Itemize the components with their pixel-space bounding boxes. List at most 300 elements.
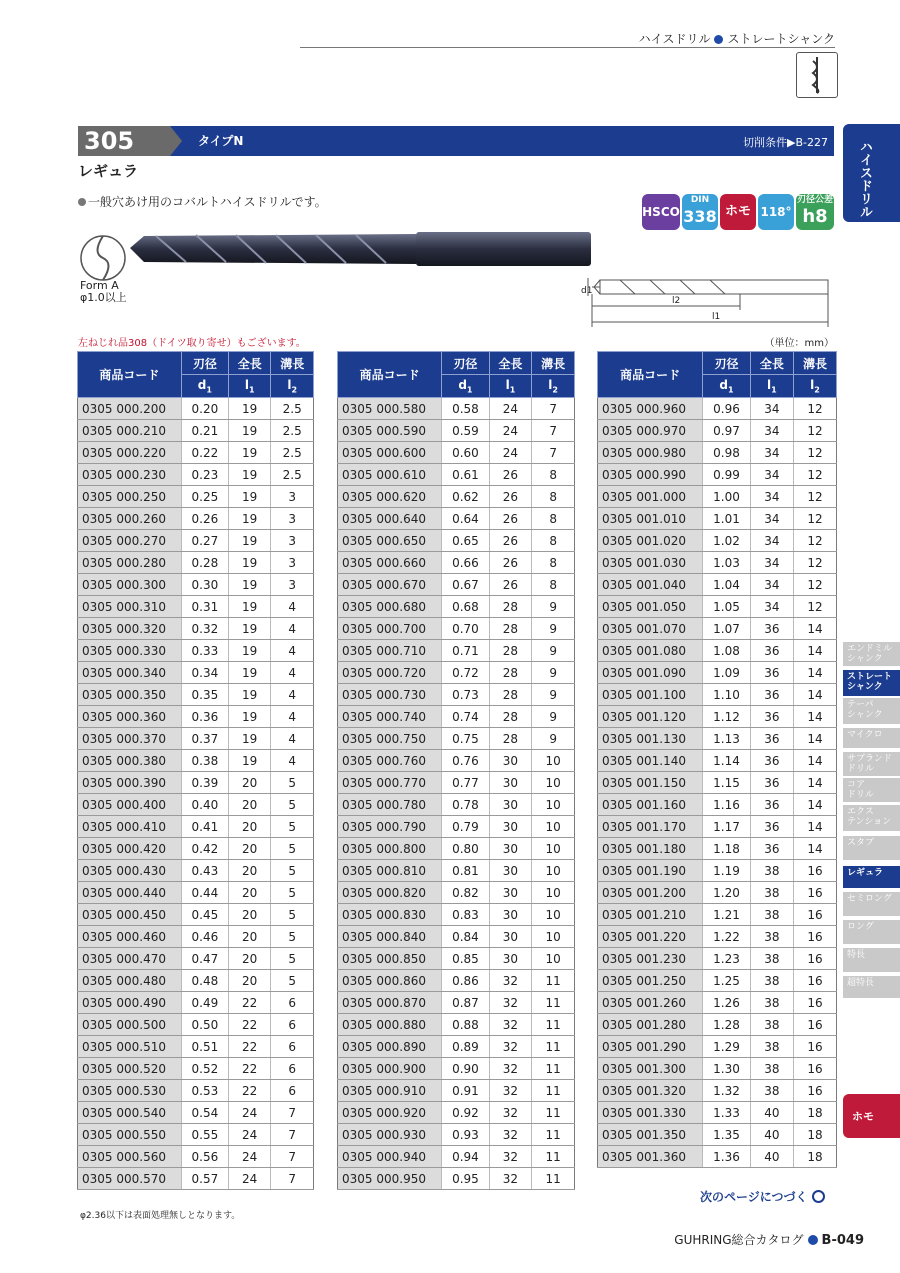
table-row [598, 816, 837, 838]
flute-length-cell: 16 [793, 970, 836, 992]
product-code-cell: 0305 000.850 [338, 948, 442, 970]
product-code-cell: 0305 000.490 [78, 992, 182, 1014]
table-row [78, 728, 314, 750]
col-code-header: 商品コード [338, 352, 442, 398]
total-length-cell: 19 [228, 618, 271, 640]
flute-length-cell: 9 [532, 706, 575, 728]
unit-label: （単位：mm） [764, 338, 834, 349]
product-code-cell: 0305 000.950 [338, 1168, 442, 1190]
flute-length-cell: 6 [271, 992, 314, 1014]
table-row [598, 926, 837, 948]
product-code-cell: 0305 001.350 [598, 1124, 703, 1146]
col-total-header: 全長 [228, 352, 271, 375]
product-code-cell: 0305 000.400 [78, 794, 182, 816]
flute-length-cell: 10 [532, 838, 575, 860]
product-code-cell: 0305 000.260 [78, 508, 182, 530]
table-row [78, 1102, 314, 1124]
table-row [78, 464, 314, 486]
table-row [338, 970, 575, 992]
diameter-cell: 0.47 [181, 948, 228, 970]
diameter-cell: 0.33 [181, 640, 228, 662]
diameter-cell: 0.53 [181, 1080, 228, 1102]
flute-length-cell: 16 [793, 948, 836, 970]
diameter-cell: 0.51 [181, 1036, 228, 1058]
table-row [598, 772, 837, 794]
continue-next-page-link[interactable] [700, 1188, 825, 1205]
diameter-cell: 0.94 [442, 1146, 489, 1168]
flute-length-cell: 11 [532, 1168, 575, 1190]
table-row [598, 398, 837, 420]
total-length-cell: 20 [228, 926, 271, 948]
flute-length-cell: 16 [793, 882, 836, 904]
flute-length-cell: 2.5 [271, 398, 314, 420]
table-row [598, 662, 837, 684]
diameter-cell: 0.55 [181, 1124, 228, 1146]
table-row [78, 838, 314, 860]
total-length-cell: 36 [750, 838, 793, 860]
table-row [598, 882, 837, 904]
product-code-cell: 0305 000.680 [338, 596, 442, 618]
product-code-cell: 0305 001.010 [598, 508, 703, 530]
flute-length-cell: 5 [271, 904, 314, 926]
table-row [598, 970, 837, 992]
col-dia-header: 刃径 [703, 352, 751, 375]
product-code-cell: 0305 001.360 [598, 1146, 703, 1168]
product-code-cell: 0305 000.770 [338, 772, 442, 794]
total-length-cell: 30 [489, 838, 532, 860]
total-length-cell: 19 [228, 442, 271, 464]
table-row [78, 772, 314, 794]
flute-length-cell: 16 [793, 860, 836, 882]
diameter-cell: 0.80 [442, 838, 489, 860]
product-code-cell: 0305 001.040 [598, 574, 703, 596]
table-row [338, 1124, 575, 1146]
product-code-cell: 0305 000.580 [338, 398, 442, 420]
table-row [338, 794, 575, 816]
total-length-cell: 34 [750, 530, 793, 552]
product-code-cell: 0305 000.200 [78, 398, 182, 420]
product-code-cell: 0305 000.550 [78, 1124, 182, 1146]
diameter-cell: 0.66 [442, 552, 489, 574]
table-row [598, 706, 837, 728]
flute-length-cell: 7 [532, 398, 575, 420]
total-length-cell: 38 [750, 970, 793, 992]
table-row [78, 398, 314, 420]
flute-length-cell: 8 [532, 486, 575, 508]
total-length-cell: 32 [489, 1036, 532, 1058]
flute-length-cell: 14 [793, 728, 836, 750]
flute-length-cell: 9 [532, 596, 575, 618]
total-length-cell: 34 [750, 420, 793, 442]
product-code-cell: 0305 000.370 [78, 728, 182, 750]
table-row [598, 618, 837, 640]
flute-length-cell: 11 [532, 992, 575, 1014]
product-code-cell: 0305 000.510 [78, 1036, 182, 1058]
diameter-cell: 0.32 [181, 618, 228, 640]
table-row [598, 728, 837, 750]
flute-length-cell: 4 [271, 596, 314, 618]
product-code-cell: 0305 000.640 [338, 508, 442, 530]
diameter-cell: 0.95 [442, 1168, 489, 1190]
flute-length-cell: 11 [532, 1080, 575, 1102]
drill-image [126, 226, 596, 272]
product-type: タイプN [198, 134, 244, 148]
side-nav-item[interactable]: ストレート シャンク [843, 670, 900, 696]
total-length-cell: 34 [750, 486, 793, 508]
side-nav-item[interactable]: コア ドリル [843, 778, 900, 802]
total-length-cell: 22 [228, 1036, 271, 1058]
table-row [78, 552, 314, 574]
table-row [78, 1080, 314, 1102]
product-code-cell: 0305 001.220 [598, 926, 703, 948]
form-a-icon [78, 233, 128, 283]
product-code-cell: 0305 001.000 [598, 486, 703, 508]
product-code-cell: 0305 000.900 [338, 1058, 442, 1080]
diameter-cell: 0.72 [442, 662, 489, 684]
col-code-header: 商品コード [598, 352, 703, 398]
flute-length-cell: 11 [532, 1102, 575, 1124]
side-nav-item[interactable]: レギュラ [843, 866, 900, 888]
col-code-header: 商品コード [78, 352, 182, 398]
product-code-cell: 0305 001.140 [598, 750, 703, 772]
product-code-cell: 0305 000.570 [78, 1168, 182, 1190]
total-length-cell: 19 [228, 464, 271, 486]
table-row [598, 442, 837, 464]
diameter-cell: 1.05 [703, 596, 751, 618]
total-length-cell: 19 [228, 706, 271, 728]
table-row [78, 794, 314, 816]
diameter-cell: 0.92 [442, 1102, 489, 1124]
diameter-cell: 0.85 [442, 948, 489, 970]
flute-length-cell: 9 [532, 640, 575, 662]
total-length-cell: 38 [750, 1080, 793, 1102]
total-length-cell: 26 [489, 574, 532, 596]
side-nav-item[interactable]: エンドミル シャンク [843, 642, 900, 666]
diameter-cell: 0.97 [703, 420, 751, 442]
product-code-cell: 0305 001.100 [598, 684, 703, 706]
table-row [598, 794, 837, 816]
table-row [78, 1058, 314, 1080]
diameter-cell: 0.31 [181, 596, 228, 618]
col-flute-header: 溝長 [793, 352, 836, 375]
table-row [338, 552, 575, 574]
diameter-cell: 0.79 [442, 816, 489, 838]
form-caption [80, 280, 127, 304]
flute-length-cell: 2.5 [271, 464, 314, 486]
diameter-cell: 0.58 [442, 398, 489, 420]
total-length-cell: 19 [228, 486, 271, 508]
total-length-cell: 30 [489, 816, 532, 838]
diameter-cell: 0.93 [442, 1124, 489, 1146]
dim-l2-label: l2 [672, 296, 681, 306]
diameter-cell: 1.02 [703, 530, 751, 552]
table-row [598, 530, 837, 552]
product-code-cell: 0305 000.320 [78, 618, 182, 640]
flute-length-cell: 10 [532, 904, 575, 926]
total-length-cell: 19 [228, 596, 271, 618]
flute-length-cell: 8 [532, 464, 575, 486]
flute-length-cell: 2.5 [271, 442, 314, 464]
product-code-cell: 0305 000.860 [338, 970, 442, 992]
total-length-cell: 19 [228, 420, 271, 442]
flute-length-cell: 9 [532, 662, 575, 684]
diameter-cell: 0.41 [181, 816, 228, 838]
total-length-cell: 38 [750, 1036, 793, 1058]
total-length-cell: 28 [489, 684, 532, 706]
dimension-diagram [580, 272, 836, 332]
table-row [78, 508, 314, 530]
diameter-cell: 1.26 [703, 992, 751, 1014]
product-code-cell: 0305 000.380 [78, 750, 182, 772]
flute-length-cell: 11 [532, 1124, 575, 1146]
table-row [598, 948, 837, 970]
table-row [338, 530, 575, 552]
diameter-cell: 1.00 [703, 486, 751, 508]
table-row [338, 772, 575, 794]
diameter-cell: 1.14 [703, 750, 751, 772]
flute-length-cell: 8 [532, 552, 575, 574]
table-row [338, 860, 575, 882]
bullet-icon [714, 35, 723, 44]
product-code-cell: 0305 001.150 [598, 772, 703, 794]
total-length-cell: 30 [489, 860, 532, 882]
table-row [78, 420, 314, 442]
total-length-cell: 38 [750, 1014, 793, 1036]
product-code-cell: 0305 000.300 [78, 574, 182, 596]
product-code-cell: 0305 000.220 [78, 442, 182, 464]
diameter-cell: 0.99 [703, 464, 751, 486]
table-row [78, 618, 314, 640]
product-code-cell: 0305 001.170 [598, 816, 703, 838]
table-row [338, 750, 575, 772]
flute-length-cell: 9 [532, 728, 575, 750]
diameter-cell: 0.52 [181, 1058, 228, 1080]
flute-length-cell: 7 [532, 442, 575, 464]
diameter-cell: 0.73 [442, 684, 489, 706]
header-category: ハイスドリル [638, 32, 711, 46]
product-code-cell: 0305 001.130 [598, 728, 703, 750]
side-nav-item[interactable]: エクス テンション [843, 805, 900, 831]
product-code-cell: 0305 001.050 [598, 596, 703, 618]
total-length-cell: 30 [489, 948, 532, 970]
diameter-cell: 0.61 [442, 464, 489, 486]
table-row [598, 838, 837, 860]
flute-length-cell: 4 [271, 728, 314, 750]
flute-length-cell: 11 [532, 1014, 575, 1036]
flute-length-cell: 11 [532, 1146, 575, 1168]
table-row [338, 640, 575, 662]
tolerance-label: 刃径公差 [796, 195, 833, 205]
side-nav-item[interactable]: セミロング [843, 892, 900, 916]
product-code-cell: 0305 000.480 [78, 970, 182, 992]
total-length-cell: 22 [228, 1014, 271, 1036]
diameter-cell: 0.77 [442, 772, 489, 794]
side-nav-item[interactable]: スタブ [843, 836, 900, 860]
product-code-cell: 0305 000.590 [338, 420, 442, 442]
table-row [338, 618, 575, 640]
table-row [598, 1146, 837, 1168]
diameter-cell: 0.70 [442, 618, 489, 640]
table-row [598, 1080, 837, 1102]
diameter-cell: 0.74 [442, 706, 489, 728]
flute-length-cell: 7 [532, 420, 575, 442]
diameter-cell: 1.35 [703, 1124, 751, 1146]
side-tab-label: ハイスドリル [857, 140, 872, 218]
col-l1-symbol: $l_1$ [228, 375, 271, 398]
diameter-cell: 0.20 [181, 398, 228, 420]
table-row [78, 904, 314, 926]
diameter-cell: 1.04 [703, 574, 751, 596]
product-code-cell: 0305 000.980 [598, 442, 703, 464]
table-row [338, 992, 575, 1014]
header-rule [300, 47, 835, 48]
flute-length-cell: 6 [271, 1014, 314, 1036]
diameter-cell: 0.78 [442, 794, 489, 816]
product-code-cell: 0305 000.780 [338, 794, 442, 816]
side-nav-item[interactable]: ロング [843, 920, 900, 944]
tolerance-badge [796, 194, 834, 230]
table-row [78, 970, 314, 992]
total-length-cell: 28 [489, 618, 532, 640]
table-row [338, 398, 575, 420]
table-row [598, 574, 837, 596]
table-row [78, 596, 314, 618]
table-row [338, 926, 575, 948]
total-length-cell: 32 [489, 1168, 532, 1190]
table-row [78, 442, 314, 464]
flute-length-cell: 4 [271, 750, 314, 772]
flute-length-cell: 14 [793, 816, 836, 838]
flute-length-cell: 3 [271, 530, 314, 552]
col-l2-symbol: $l_2$ [532, 375, 575, 398]
total-length-cell: 36 [750, 706, 793, 728]
total-length-cell: 38 [750, 926, 793, 948]
total-length-cell: 38 [750, 860, 793, 882]
total-length-cell: 22 [228, 992, 271, 1014]
cutting-condition-link[interactable]: 切削条件▶B-227 [743, 136, 828, 149]
diameter-cell: 0.60 [442, 442, 489, 464]
total-length-cell: 19 [228, 398, 271, 420]
total-length-cell: 24 [489, 398, 532, 420]
side-nav-item[interactable]: 超特長 [843, 976, 900, 998]
table-row [598, 992, 837, 1014]
flute-length-cell: 2.5 [271, 420, 314, 442]
table-row [78, 640, 314, 662]
header-breadcrumb [600, 30, 835, 47]
table-row [78, 1036, 314, 1058]
form-name: Form A [80, 279, 119, 292]
col-flute-header: 溝長 [532, 352, 575, 375]
diameter-cell: 0.96 [703, 398, 751, 420]
flute-length-cell: 18 [793, 1102, 836, 1124]
total-length-cell: 20 [228, 882, 271, 904]
side-nav-item[interactable]: テーパ シャンク [843, 698, 900, 724]
hsco-badge: HSCO [642, 194, 680, 230]
side-nav-item[interactable]: マイクロ [843, 728, 900, 748]
total-length-cell: 34 [750, 464, 793, 486]
table-row [598, 1014, 837, 1036]
total-length-cell: 32 [489, 1014, 532, 1036]
flute-length-cell: 3 [271, 552, 314, 574]
col-d1-symbol: $d_1$ [442, 375, 489, 398]
product-code-cell: 0305 000.230 [78, 464, 182, 486]
table-row [78, 750, 314, 772]
total-length-cell: 20 [228, 860, 271, 882]
side-nav-item[interactable]: サブランド ドリル [843, 752, 900, 776]
total-length-cell: 36 [750, 794, 793, 816]
drill-icon [796, 52, 838, 98]
total-length-cell: 32 [489, 1102, 532, 1124]
table-row [598, 1124, 837, 1146]
diameter-cell: 1.09 [703, 662, 751, 684]
col-d1-symbol: $d_1$ [181, 375, 228, 398]
total-length-cell: 38 [750, 904, 793, 926]
total-length-cell: 36 [750, 750, 793, 772]
flute-length-cell: 5 [271, 772, 314, 794]
flute-length-cell: 14 [793, 838, 836, 860]
table-row [598, 464, 837, 486]
table-row [78, 486, 314, 508]
total-length-cell: 40 [750, 1124, 793, 1146]
flute-length-cell: 12 [793, 574, 836, 596]
total-length-cell: 30 [489, 926, 532, 948]
flute-length-cell: 10 [532, 772, 575, 794]
product-code-cell: 0305 000.930 [338, 1124, 442, 1146]
col-total-header: 全長 [750, 352, 793, 375]
flute-length-cell: 14 [793, 794, 836, 816]
product-code-cell: 0305 000.520 [78, 1058, 182, 1080]
table-row [78, 1168, 314, 1190]
total-length-cell: 32 [489, 1124, 532, 1146]
flute-length-cell: 11 [532, 970, 575, 992]
product-code-cell: 0305 000.710 [338, 640, 442, 662]
table-row [338, 442, 575, 464]
surface-treatment-note: φ2.36以下は表面処理無しとなります。 [80, 1211, 241, 1221]
product-code-cell: 0305 000.350 [78, 684, 182, 706]
total-length-cell: 19 [228, 640, 271, 662]
col-l1-symbol: $l_1$ [750, 375, 793, 398]
diameter-cell: 1.16 [703, 794, 751, 816]
total-length-cell: 40 [750, 1146, 793, 1168]
flute-length-cell: 5 [271, 948, 314, 970]
table-row [338, 706, 575, 728]
product-code-cell: 0305 000.970 [598, 420, 703, 442]
total-length-cell: 32 [489, 970, 532, 992]
product-code-cell: 0305 000.470 [78, 948, 182, 970]
product-code-cell: 0305 001.180 [598, 838, 703, 860]
header-subcategory: ストレートシャンク [727, 32, 835, 46]
flute-length-cell: 7 [271, 1168, 314, 1190]
total-length-cell: 34 [750, 574, 793, 596]
total-length-cell: 34 [750, 508, 793, 530]
flute-length-cell: 12 [793, 508, 836, 530]
flute-length-cell: 10 [532, 750, 575, 772]
diameter-cell: 0.30 [181, 574, 228, 596]
product-code-cell: 0305 000.330 [78, 640, 182, 662]
total-length-cell: 36 [750, 684, 793, 706]
flute-length-cell: 7 [271, 1124, 314, 1146]
total-length-cell: 38 [750, 882, 793, 904]
total-length-cell: 30 [489, 794, 532, 816]
product-code-cell: 0305 000.810 [338, 860, 442, 882]
side-nav-item[interactable]: 特長 [843, 948, 900, 972]
point-angle-badge: 118° [758, 194, 794, 230]
flute-length-cell: 16 [793, 1036, 836, 1058]
product-code-cell: 0305 000.830 [338, 904, 442, 926]
spec-table-1 [77, 351, 314, 1190]
product-code-cell: 0305 000.720 [338, 662, 442, 684]
product-code-cell: 0305 001.300 [598, 1058, 703, 1080]
